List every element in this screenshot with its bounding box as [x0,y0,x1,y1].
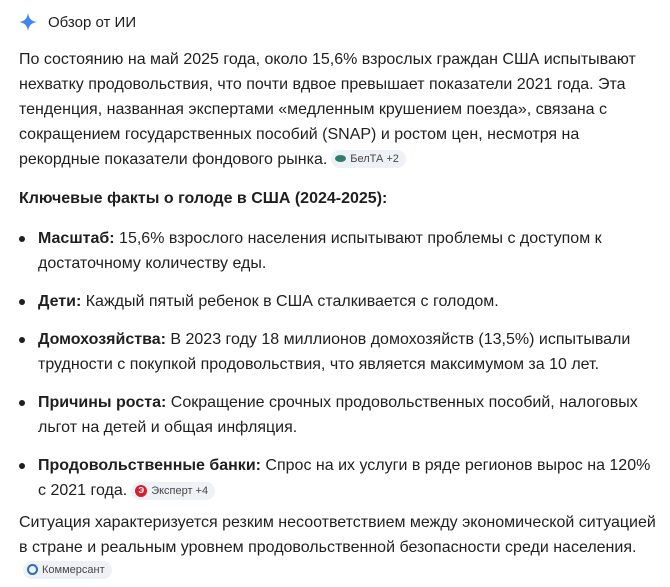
fact-text: Каждый пятый ребенок в США сталкивается с голодом. [81,293,499,310]
list-item [0,226,656,276]
source-chip-kommersant[interactable] [23,561,112,579]
ai-overview-title: Обзор от ИИ [48,13,137,31]
bullet-icon [19,299,25,305]
list-item [0,390,656,440]
conclusion-text: Ситуация характеризуется резким несоответствием между экономической ситуацией в стране и реальным уровнем продовольственной безопасности среди населения. [19,514,656,556]
source-chip-belta[interactable] [331,150,406,168]
source-name: Коммерсант [42,563,105,576]
list-item [0,327,656,377]
list-item [0,453,656,503]
source-extra-count: +4 [195,485,209,497]
source-chip-expert[interactable] [131,482,215,500]
section-heading: Ключевые факты о голоде в США (2024-2025): [19,190,388,207]
ai-overview-header [18,9,136,35]
bullet-icon [19,400,25,406]
fact-label: Причины роста: [38,394,167,411]
conclusion-paragraph [19,510,656,585]
fact-label: Домохозяйства: [38,331,166,348]
fact-label: Масштаб: [38,230,115,247]
bullet-icon [19,236,25,242]
facts-list [0,226,656,516]
sparkle-icon [18,12,38,32]
belta-icon [335,155,346,162]
intro-text: По состоянию на май 2025 года, около 15,6% взрослых граждан США испытывают нехватку продовольствия, что почти вдвое превышает показатели 2021 года. Эта тенденция, названная экспертами «медленным крушением поезда», связана с сокращением государственных пособий (SNAP) и ростом цен, несмотря на рекордные показатели фондового рынка. [19,51,636,168]
kommersant-icon [27,564,38,575]
fact-text: Спрос на их услуги в ряде регионов вырос на 120% с 2021 года. [38,457,651,499]
list-item [0,289,656,314]
intro-paragraph [19,47,656,172]
source-extra-count: +2 [386,152,399,165]
fact-text: 15,6% взрослого населения испытывают проблемы с доступом к достаточному количеству еды. [38,230,602,272]
bullet-icon [19,337,25,343]
fact-label: Продовольственные банки: [38,457,261,474]
fact-label: Дети: [38,293,82,310]
fact-text: В 2023 году 18 миллионов домохозяйств (13,5%) испытывали трудности с покупкой продовольствия, что является максимумом за 10 лет. [38,331,631,373]
source-name: Эксперт [151,485,193,497]
expert-icon: Э [135,485,147,497]
source-name: БелТА [350,152,384,165]
fact-text: Сокращение срочных продовольственных пособий, налоговых льгот на детей и общая инфляция. [38,394,638,436]
bullet-icon [19,463,25,469]
